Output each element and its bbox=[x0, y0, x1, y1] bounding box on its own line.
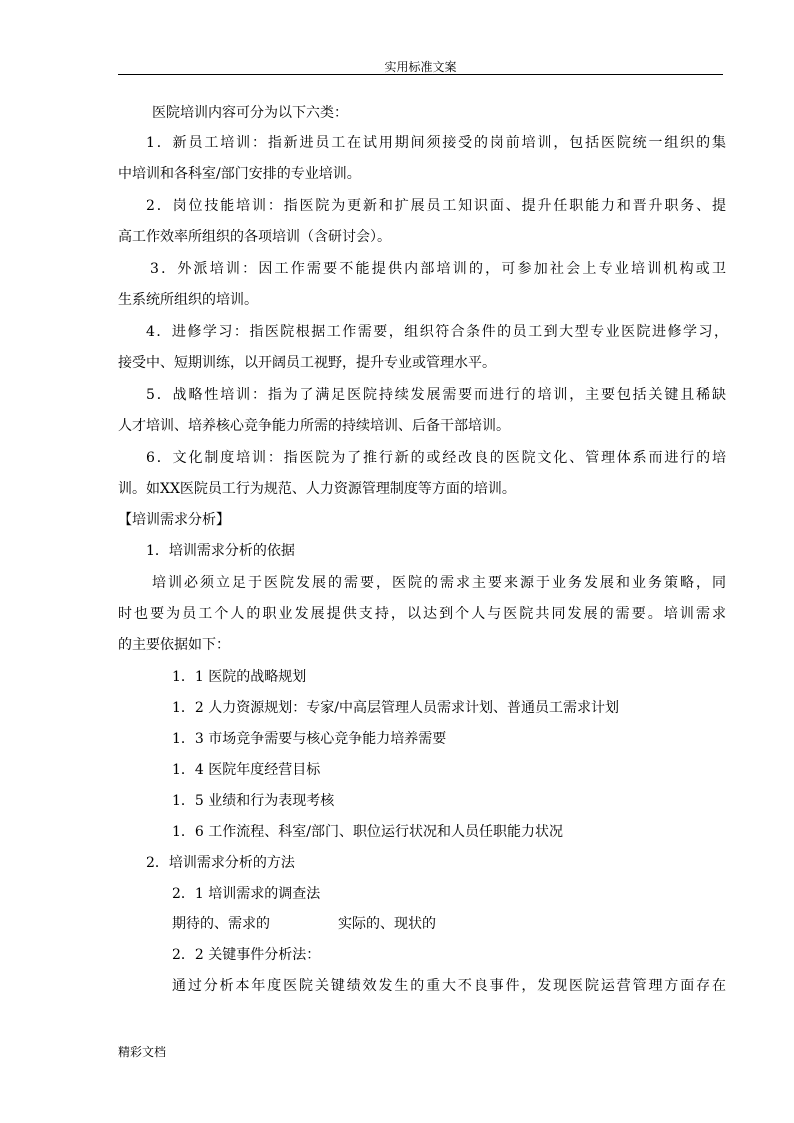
category-5-line2: 人才培训、培养核心竞争能力所需的持续培训、后备干部培训。 bbox=[118, 418, 510, 434]
method-2-title: 2．2 关键事件分析法： bbox=[172, 947, 321, 963]
method-1-title: 2．1 培训需求的调查法 bbox=[172, 886, 321, 902]
basis-item: 1．6 工作流程、科室/部门、职位运行状况和人员任职能力状况 bbox=[172, 824, 563, 840]
method-1-actual-label: 实际的、现状的 bbox=[338, 916, 436, 932]
category-5-line1: 5．战略性培训：指为了满足医院持续发展需要而进行的培训，主要包括关键且稀缺 bbox=[146, 387, 726, 403]
category-3-line1: 3．外派培训：因工作需要不能提供内部培训的，可参加社会上专业培训机构或卫 bbox=[150, 261, 726, 277]
category-4-line1: 4．进修学习：指医院根据工作需要，组织符合条件的员工到大型专业医院进修学习， bbox=[146, 324, 728, 340]
subsection-2-title: 2．培训需求分析的方法 bbox=[146, 855, 295, 871]
category-6-line2: 训。如XX医院员工行为规范、人力资源管理制度等方面的培训。 bbox=[118, 481, 516, 497]
category-2-line1: 2．岗位技能培训：指医院为更新和扩展员工知识面、提升任职能力和晋升职务、提 bbox=[146, 198, 726, 214]
basis-item: 1．5 业绩和行为表现考核 bbox=[172, 793, 335, 809]
intro-text: 医院培训内容可分为以下六类： bbox=[152, 105, 348, 121]
category-2-line2: 高工作效率所组织的各项培训（含研讨会）。 bbox=[118, 229, 391, 245]
header-divider bbox=[118, 74, 723, 75]
page-footer-text: 精彩文档 bbox=[118, 1045, 167, 1059]
category-6-line1: 6．文化制度培训：指医院为了推行新的或经改良的医院文化、管理体系而进行的培 bbox=[146, 450, 726, 466]
method-1-comparison bbox=[172, 915, 436, 933]
method-2-text: 通过分析本年度医院关键绩效发生的重大不良事件，发现医院运营管理方面存在 bbox=[172, 978, 726, 994]
category-1-line2: 中培训和各科室/部门安排的专业培训。 bbox=[118, 166, 361, 182]
basis-item: 1．1 医院的战略规划 bbox=[172, 669, 307, 685]
page-header-title: 实用标准文案 bbox=[384, 60, 457, 74]
basis-item: 1．3 市场竞争需要与核心竞争能力培养需要 bbox=[172, 731, 447, 747]
category-1-line1: 1．新员工培训：指新进员工在试用期间须接受的岗前培训，包括医院统一组织的集 bbox=[146, 135, 726, 151]
basis-item: 1．2 人力资源规划：专家/中高层管理人员需求计划、普通员工需求计划 bbox=[172, 700, 619, 716]
subsection-1-para-line1: 培训必须立足于医院发展的需要，医院的需求主要来源于业务发展和业务策略，同 bbox=[152, 575, 726, 591]
section-heading: 【培训需求分析】 bbox=[118, 512, 230, 528]
category-4-line2: 接受中、短期训练，以开阔员工视野，提升专业或管理水平。 bbox=[118, 355, 496, 371]
method-1-expected-label: 期待的、需求的 bbox=[172, 916, 270, 932]
subsection-1-para-line2: 时也要为员工个人的职业发展提供支持，以达到个人与医院共同发展的需要。培训需求 bbox=[118, 606, 726, 622]
subsection-1-title: 1．培训需求分析的依据 bbox=[146, 543, 295, 559]
subsection-1-para-line3: 的主要依据如下： bbox=[118, 637, 230, 653]
category-3-line2: 生系统所组织的培训。 bbox=[118, 292, 258, 308]
basis-item: 1．4 医院年度经营目标 bbox=[172, 762, 321, 778]
